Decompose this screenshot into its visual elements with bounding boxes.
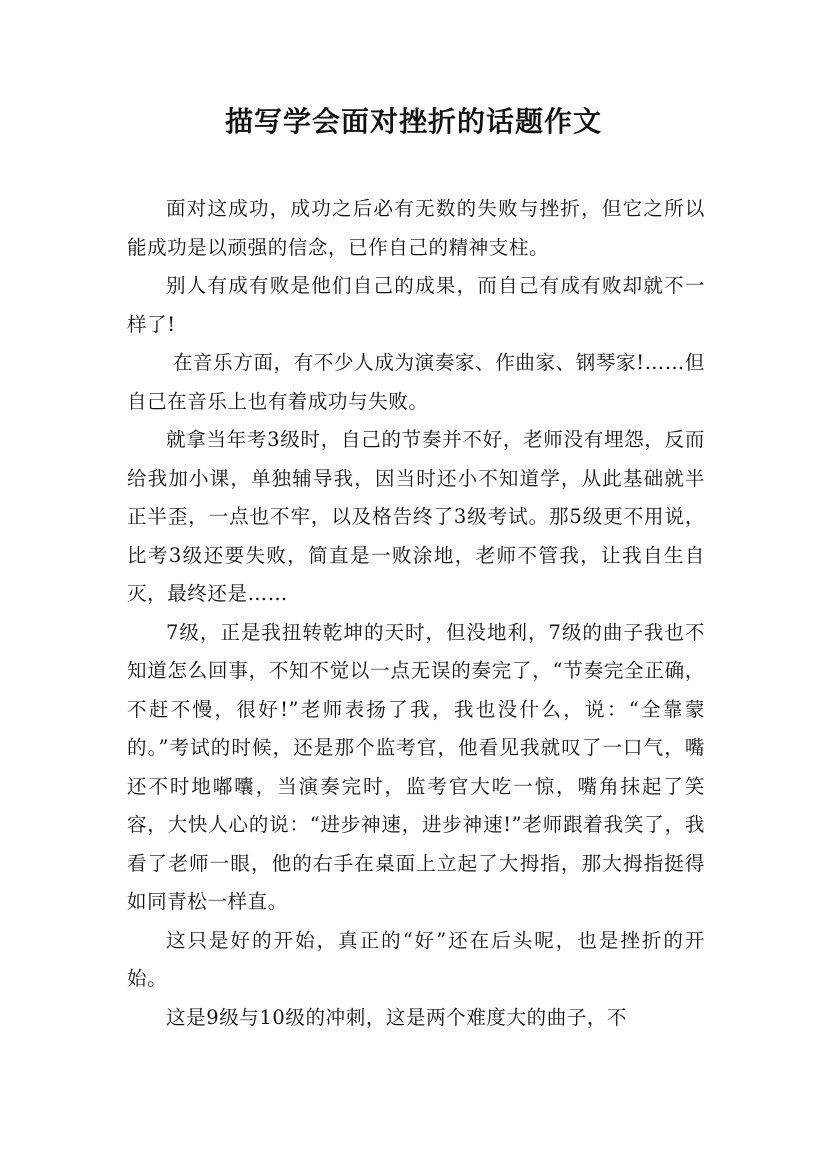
document-title: 描写学会面对挫折的话题作文 <box>224 105 602 138</box>
paragraph: 面对这成功，成功之后必有无数的失败与挫折，但它之所以能成功是以顽强的信念，已作自己的精神支柱。 <box>127 197 705 259</box>
paragraph: 7级，正是我扭转乾坤的天时，但没地利，7级的曲子我也不知道怎么回事，不知不觉以一点无误的奏完了，“节奏完全正确，不赶不慢，很好!”老师表扬了我，我也没什么，说：“全靠蒙的。”考试的时候，还是那个监考官，他看见我就叹了一口气，嘴还不时地嘟囔，当演奏完时，监考官大吃一惊，嘴角抹起了笑容，大快人心的说：“进步神速，进步神速!”老师跟着我笑了，我看了老师一眼，他的右手在桌面上立起了大拇指，那大拇指挺得如同青松一样直。 <box>127 620 705 913</box>
paragraph: 在音乐方面，有不少人成为演奏家、作曲家、钢琴家!……但自己在音乐上也有着成功与失败。 <box>127 351 705 413</box>
paragraph: 这是9级与10级的冲刺，这是两个难度大的曲子，不 <box>166 1005 628 1029</box>
paragraph: 这只是好的开始，真正的“好”还在后头呢，也是挫折的开始。 <box>127 928 705 990</box>
document-body <box>127 190 705 1037</box>
paragraph: 就拿当年考3级时，自己的节奏并不好，老师没有埋怨，反而给我加小课，单独辅导我，因当时还小不知道学，从此基础就半正半歪，一点也不牢，以及格告终了3级考试。那5级更不用说，比考3级还要失败，简直是一败涂地，老师不管我，让我自生自灭，最终还是…… <box>127 428 705 605</box>
paragraph: 别人有成有败是他们自己的成果，而自己有成有败却就不一样了! <box>127 274 705 336</box>
